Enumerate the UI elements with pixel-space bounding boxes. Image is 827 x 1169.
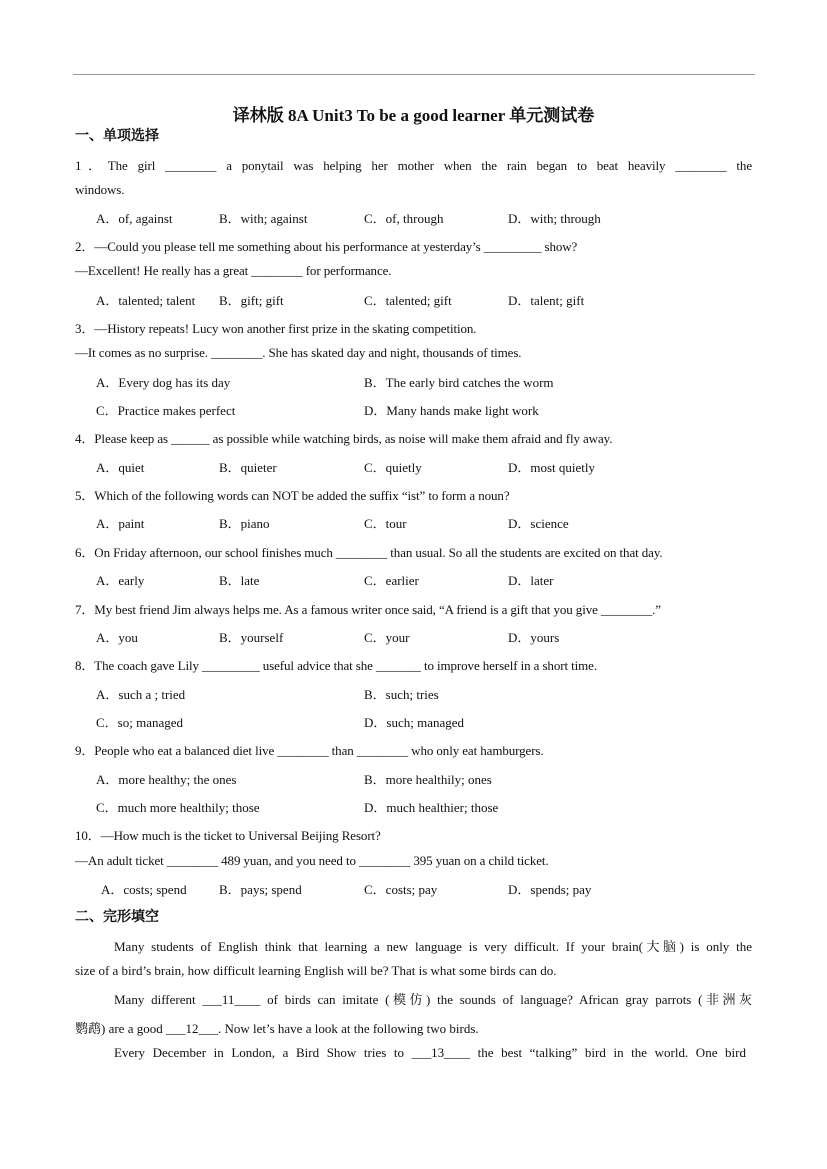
question-6-option-b[interactable]: B．late	[219, 573, 260, 588]
question-1-stem-cont: windows.	[75, 182, 125, 197]
question-1-option-d[interactable]: D．with; through	[508, 211, 601, 226]
question-2-option-b[interactable]: B．gift; gift	[219, 293, 284, 308]
question-5-option-a[interactable]: A．paint	[96, 516, 145, 531]
question-1-option-c[interactable]: C．of, through	[364, 211, 444, 226]
question-6-stem: 6．On Friday afternoon, our school finishes much ________ than usual. So all the students are excited on that day.	[75, 545, 663, 560]
cloze-paragraph-1-line-1: Many students of English think that learning a new language is very difficult. If your brain(大脑) is only the	[114, 939, 752, 954]
question-6-option-d[interactable]: D．later	[508, 573, 554, 588]
question-2-stem: 2．—Could you please tell me something about his performance at yesterday’s _________ show?	[75, 239, 578, 254]
question-3-option-b[interactable]: B．The early bird catches the worm	[364, 375, 554, 390]
question-3-option-c[interactable]: C．Practice makes perfect	[96, 403, 236, 418]
question-1-option-a[interactable]: A．of, against	[96, 211, 173, 226]
question-6-option-a[interactable]: A．early	[96, 573, 145, 588]
question-10-stem: 10．—How much is the ticket to Universal Beijing Resort?	[75, 828, 381, 843]
question-8-stem: 8．The coach gave Lily _________ useful advice that she _______ to improve herself in a short time.	[75, 658, 597, 673]
question-1-option-b[interactable]: B．with; against	[219, 211, 308, 226]
question-3-option-a[interactable]: A．Every dog has its day	[96, 375, 231, 390]
question-4-option-b[interactable]: B．quieter	[219, 460, 277, 475]
question-5-option-b[interactable]: B．piano	[219, 516, 270, 531]
question-7-option-b[interactable]: B．yourself	[219, 630, 284, 645]
question-2-option-a[interactable]: A．talented; talent	[96, 293, 196, 308]
question-3-stem: 3．—History repeats! Lucy won another first prize in the skating competition.	[75, 321, 477, 336]
question-2-option-d[interactable]: D．talent; gift	[508, 293, 585, 308]
question-7-option-d[interactable]: D．yours	[508, 630, 560, 645]
cloze-paragraph-3-line-1: Every December in London, a Bird Show tries to ___13____ the best “talking” bird in the world. One bird	[114, 1045, 746, 1060]
question-8-option-b[interactable]: B．such; tries	[364, 687, 439, 702]
question-9-option-c[interactable]: C．much more healthily; those	[96, 800, 260, 815]
question-10-option-b[interactable]: B．pays; spend	[219, 882, 302, 897]
question-5-option-c[interactable]: C．tour	[364, 516, 407, 531]
question-3-stem-cont: —It comes as no surprise. ________. She has skated day and night, thousands of times.	[75, 345, 522, 360]
cloze-paragraph-2-line-2: 鹦鹉) are a good ___12___. Now let’s have a look at the following two birds.	[75, 1021, 479, 1036]
question-4-option-a[interactable]: A．quiet	[96, 460, 145, 475]
question-5-option-d[interactable]: D．science	[508, 516, 569, 531]
section-heading-cloze: 二、完形填空	[75, 910, 159, 925]
question-9-option-d[interactable]: D．much healthier; those	[364, 800, 499, 815]
question-8-option-d[interactable]: D．such; managed	[364, 715, 465, 730]
question-5-stem: 5．Which of the following words can NOT be added the suffix “ist” to form a noun?	[75, 488, 510, 503]
question-6-option-c[interactable]: C．earlier	[364, 573, 419, 588]
question-1-stem: 1．The girl ________ a ponytail was helping her mother when the rain began to beat heavily ________ the	[75, 158, 752, 173]
question-4-stem: 4．Please keep as ______ as possible while watching birds, as noise will make them afraid and fly away.	[75, 431, 613, 446]
question-8-option-a[interactable]: A．such a ; tried	[96, 687, 186, 702]
question-4-option-c[interactable]: C．quietly	[364, 460, 422, 475]
question-10-option-a[interactable]: A．costs; spend	[101, 882, 187, 897]
question-7-option-a[interactable]: A．you	[96, 630, 138, 645]
header-rule	[73, 74, 755, 75]
question-7-stem: 7．My best friend Jim always helps me. As a famous writer once said, “A friend is a gift that you give ________.”	[75, 602, 661, 617]
question-3-option-d[interactable]: D．Many hands make light work	[364, 403, 539, 418]
question-10-stem-cont: —An adult ticket ________ 489 yuan, and you need to ________ 395 yuan on a child ticket.	[75, 853, 549, 868]
page-title: 译林版 8A Unit3 To be a good learner 单元测试卷	[232, 106, 595, 125]
question-9-stem: 9．People who eat a balanced diet live ________ than ________ who only eat hamburgers.	[75, 743, 544, 758]
question-8-option-c[interactable]: C．so; managed	[96, 715, 184, 730]
question-10-option-c[interactable]: C．costs; pay	[364, 882, 438, 897]
question-2-option-c[interactable]: C．talented; gift	[364, 293, 452, 308]
question-4-option-d[interactable]: D．most quietly	[508, 460, 596, 475]
question-2-stem-cont: —Excellent! He really has a great ________ for performance.	[75, 263, 392, 278]
cloze-paragraph-1-line-2: size of a bird’s brain, how difficult learning English will be? That is what some birds can do.	[75, 963, 557, 978]
section-heading-multiple-choice: 一、单项选择	[75, 129, 159, 144]
question-10-option-d[interactable]: D．spends; pay	[508, 882, 592, 897]
question-7-option-c[interactable]: C．your	[364, 630, 410, 645]
question-9-option-b[interactable]: B．more healthily; ones	[364, 772, 492, 787]
cloze-paragraph-2-line-1: Many different ___11____ of birds can imitate (模仿) the sounds of language? African gray parrots (非洲灰	[114, 992, 752, 1007]
question-9-option-a[interactable]: A．more healthy; the ones	[96, 772, 237, 787]
